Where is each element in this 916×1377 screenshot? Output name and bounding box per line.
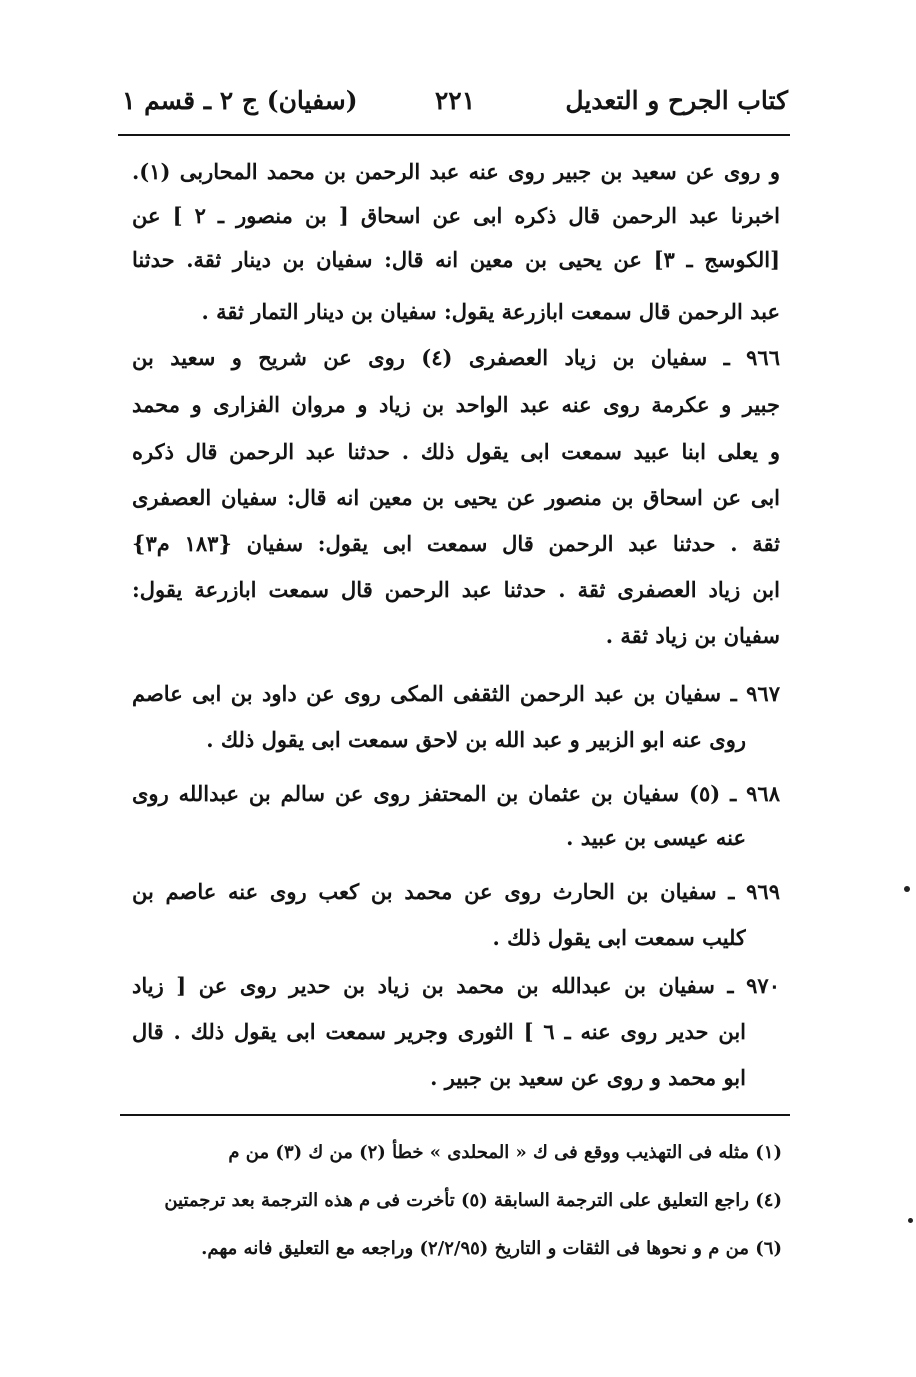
entry-968-line: ٩٦٨ ـ (٥) سفيان بن عثمان بن المحتفز روى عن سالم بن عبدالله روى — [132, 781, 780, 806]
text-line: اخبرنا عبد الرحمن قال ذكره ابى عن اسحاق [ بن منصور ـ ٢ ] عن — [132, 203, 780, 228]
text-line: عبد الرحمن قال سمعت ابازرعة يقول: سفيان بن دينار التمار ثقة . — [201, 299, 780, 324]
text-line: ابى عن اسحاق بن منصور عن يحيى بن معين انه قال: سفيان العصفرى — [132, 485, 780, 510]
footnote-line: (٦) من م و نحوها فى الثقات و التاريخ (٢/٢/٩٥) وراجعه مع التعليق فانه مهم. — [201, 1238, 782, 1259]
scan-speck — [904, 886, 910, 892]
text-line: سفيان بن زياد ثقة . — [605, 623, 780, 648]
text-line: ابن حدير روى عنه ـ ٦ ] الثورى وجرير سمعت ابى يقول ذلك . قال — [132, 1019, 746, 1044]
entry-970-line: ٩٧٠ ـ سفيان بن عبدالله بن محمد بن زياد بن حدير روى عن [ زياد — [132, 973, 780, 998]
footnote-line: (١) مثله فى التهذيب ووقع فى ك « المحلدى » خطأ (٢) من ك (٣) من م — [228, 1142, 782, 1163]
text-line: جبير و عكرمة روى عنه عبد الواحد بن زياد و مروان الفزارى و محمد — [132, 392, 780, 417]
text-line: عنه عيسى بن عبيد . — [566, 825, 746, 850]
text-line: ابن زياد العصفرى ثقة . حدثنا عبد الرحمن قال سمعت ابازرعة يقول: — [132, 577, 780, 602]
footnote-line: (٤) راجع التعليق على الترجمة السابقة (٥) تأخرت فى م هذه الترجمة بعد ترجمتين — [164, 1190, 782, 1211]
book-title: كتاب الجرح و التعديل — [565, 86, 788, 115]
entry-966-line: ٩٦٦ ـ سفيان بن زياد العصفرى (٤) روى عن شريح و سعيد بن — [132, 345, 780, 370]
footnote-rule — [120, 1114, 790, 1116]
text-line: [الكوسج ـ ٣] عن يحيى بن معين انه قال: سفيان بن دينار ثقة. حدثنا — [132, 247, 780, 272]
text-line: روى عنه ابو الزبير و عبد الله بن لاحق سمعت ابى يقول ذلك . — [206, 727, 746, 752]
text-line: ابو محمد و روى عن سعيد بن جبير . — [430, 1065, 746, 1090]
text-line: ثقة . حدثنا عبد الرحمن قال سمعت ابى يقول: سفيان {١٨٣ م٣} — [132, 531, 780, 556]
running-header — [122, 78, 788, 124]
text-line: و روى عن سعيد بن جبير روى عنه عبد الرحمن بن محمد المحاربى (١). — [132, 159, 780, 184]
volume-section: (سفيان) ج ٢ ـ قسم ١ — [122, 86, 358, 115]
header-rule — [118, 134, 790, 136]
text-line: كليب سمعت ابى يقول ذلك . — [492, 925, 746, 950]
text-line: و يعلى ابنا عبيد سمعت ابى يقول ذلك . حدثنا عبد الرحمن قال ذكره — [132, 439, 780, 464]
scan-speck — [908, 1218, 913, 1223]
page-number: ٢٢١ — [434, 86, 476, 115]
entry-969-line: ٩٦٩ ـ سفيان بن الحارث روى عن محمد بن كعب روى عنه عاصم بن — [132, 879, 780, 904]
entry-967-line: ٩٦٧ ـ سفيان بن عبد الرحمن الثقفى المكى روى عن داود بن ابى عاصم — [132, 681, 780, 706]
